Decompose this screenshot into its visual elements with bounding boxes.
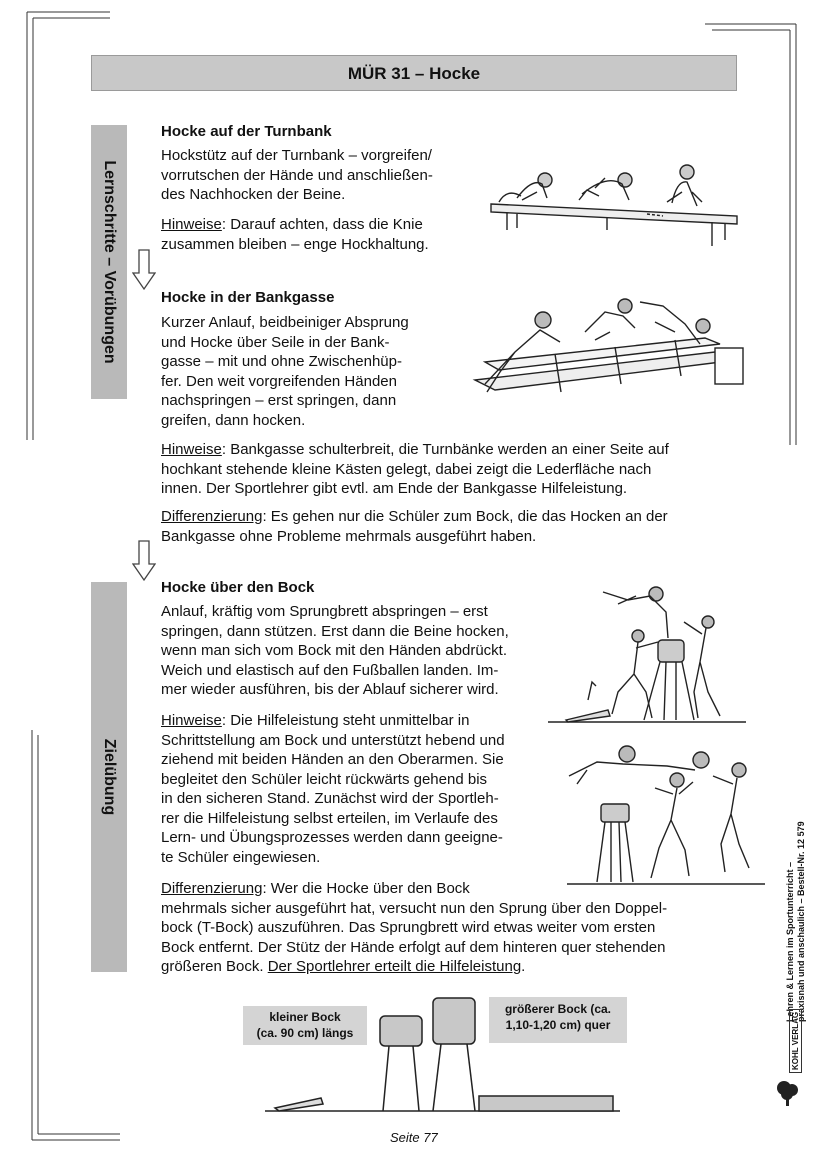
publisher-info [785, 821, 807, 1022]
text-line: wenn man sich vom Bock mit den Händen abdrückt. [161, 642, 508, 659]
text-line: größeren Bock. [161, 958, 268, 975]
publisher-logo: KOHL VERLAG [789, 1009, 802, 1073]
text-line: gasse – mit und ohne Zwischenhüp- [161, 353, 402, 370]
down-arrow-icon [132, 540, 156, 582]
text-line: nachspringen – erst springen, dann [161, 392, 397, 409]
section3-heading: Hocke über den Bock [161, 579, 315, 596]
publisher-line: praxisnah und anschaulich – Bestell-Nr. 12 579 [796, 821, 806, 1022]
publisher-line: Lehren & Lernen im Sportunterricht – [785, 861, 795, 1022]
section1-heading: Hocke auf der Turnbank [161, 123, 332, 140]
hint-label: Hinweise [161, 712, 222, 729]
text-line: Schrittstellung am Bock und unterstützt hebend und [161, 731, 505, 749]
section3-hint [161, 711, 505, 867]
page-title: MÜR 31 – Hocke [91, 55, 737, 91]
label-line: kleiner Bock [269, 1010, 341, 1024]
text-line: : Darauf achten, dass die Knie [221, 216, 423, 233]
text-line: greifen, dann hocken. [161, 411, 306, 429]
section2-hint [161, 440, 669, 499]
text-line: . [521, 958, 526, 975]
text-line: Bankgasse ohne Probleme mehrmals ausgeführt haben. [161, 527, 537, 545]
text-line: und Hocke über Seile in der Bank- [161, 333, 390, 351]
tree-logo-icon [772, 1078, 804, 1108]
section3-text [161, 602, 509, 700]
text-line: in den sicheren Stand. Zunächst wird der Sportleh- [161, 790, 499, 807]
side-tab-zieluebung [91, 582, 127, 972]
section3-differentiation [161, 879, 667, 977]
side-tab-lernschritte [91, 125, 127, 399]
label-line: (ca. 90 cm) längs [256, 1026, 354, 1040]
text-line: Lern- und Übungsprozesses werden dann geeigne- [161, 829, 503, 846]
text-line: innen. Der Sportlehrer gibt evtl. am Ende der Bankgasse Hilfeleistung. [161, 480, 628, 497]
text-line: mer wieder ausführen, bis der Ablauf sicherer wird. [161, 681, 499, 698]
bankgasse-illustration [465, 292, 755, 410]
text-line: vorrutschen der Hände und anschließen- [161, 166, 433, 184]
text-line: hochkant stehende kleine Kästen gelegt, dabei zeigt die Lederfläche nach [161, 460, 652, 478]
t-bock-diagram [265, 996, 625, 1114]
diff-label: Differenzierung [161, 880, 263, 897]
label-line: größerer Bock (ca. [504, 1002, 612, 1016]
section1-hint [161, 215, 429, 254]
text-line: : Bankgasse schulterbreit, die Turnbänke werden an einer Seite auf [221, 441, 669, 458]
side-tab-lernschritte-label: Lernschritte – Vorübungen [101, 160, 118, 364]
text-line: : Die Hilfeleistung steht unmittelbar in [221, 712, 470, 729]
page-number: Seite 77 [390, 1130, 438, 1145]
text-line: te Schüler eingewiesen. [161, 848, 321, 866]
bock-hilfeleistung-illustration [567, 740, 767, 888]
diff-label: Differenzierung [161, 508, 263, 525]
text-line: Hockstütz auf der Turnbank – vorgreifen/ [161, 147, 432, 164]
section2-heading: Hocke in der Bankgasse [161, 289, 335, 306]
text-line: Anlauf, kräftig vom Sprungbrett abspringen – erst [161, 603, 488, 620]
side-tab-zieluebung-label: Zielübung [101, 738, 118, 816]
text-line: Bock entfernt. Der Stütz der Hände erfolgt auf dem hinteren quer stehenden [161, 938, 666, 956]
text-line: zusammen bleiben – enge Hockhaltung. [161, 235, 429, 253]
label-line: 1,10-1,20 cm) quer [505, 1018, 611, 1032]
text-line: bock (T-Bock) auszuführen. Das Sprungbrett wird etwas weiter vom ersten [161, 919, 656, 936]
bock-hocke-illustration [548, 582, 748, 724]
text-line: fer. Den weit vorgreifenden Händen [161, 372, 397, 390]
text-line: des Nachhocken der Beine. [161, 186, 346, 203]
text-line: begleitet den Schüler leicht rückwärts gehend bis [161, 770, 488, 788]
hint-label: Hinweise [161, 441, 222, 458]
text-line: Weich und elastisch auf den Fußballen landen. Im- [161, 661, 499, 679]
bench-hocke-illustration [487, 158, 749, 250]
text-line-underlined: Der Sportlehrer erteilt die Hilfeleistung [267, 958, 522, 975]
text-line: : Wer die Hocke über den Bock [262, 880, 470, 897]
hint-label: Hinweise [161, 216, 222, 233]
section1-text [161, 146, 433, 205]
text-line: mehrmals sicher ausgeführt hat, versucht nun den Sprung über den Doppel- [161, 899, 668, 917]
text-line: ziehend mit beiden Händen an den Oberarmen. Sie [161, 751, 504, 768]
section2-text [161, 313, 409, 430]
text-line: springen, dann stützen. Erst dann die Beine hocken, [161, 622, 509, 640]
section2-differentiation [161, 507, 668, 546]
text-line: rer die Hilfeleistung selbst erteilen, im Verlaufe des [161, 809, 498, 827]
down-arrow-icon [132, 249, 156, 291]
text-line: : Es gehen nur die Schüler zum Bock, die das Hocken an der [262, 508, 668, 525]
text-line: Kurzer Anlauf, beidbeiniger Absprung [161, 314, 409, 331]
